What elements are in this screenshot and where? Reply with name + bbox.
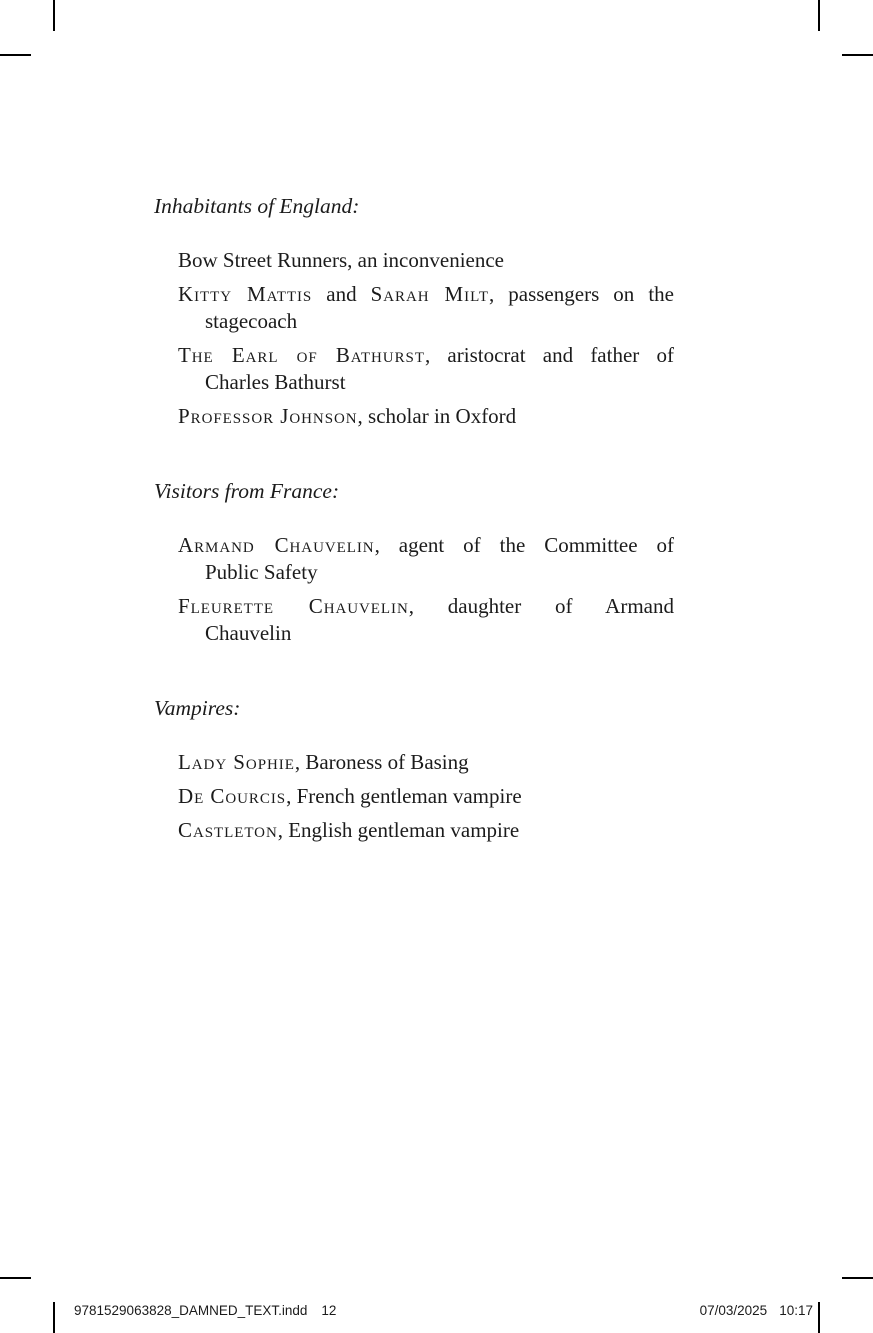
character-name: Armand Chauvelin: [178, 533, 375, 557]
entry-text: , Baroness of Basing: [294, 750, 469, 774]
crop-mark-bottom-left-horizontal: [0, 1277, 31, 1279]
character-name: Kitty Mattis: [178, 282, 313, 306]
entry-line: [154, 281, 674, 308]
character-entry: [154, 403, 674, 430]
entry-text: Public Safety: [205, 560, 318, 584]
footer-date: 07/03/2025: [699, 1303, 768, 1318]
proof-footer-right: [700, 1303, 813, 1319]
entry-line: [154, 559, 674, 586]
entry-text: , scholar in Oxford: [357, 404, 517, 428]
crop-mark-top-right-horizontal: [842, 54, 873, 56]
entry-text: Charles Bathurst: [205, 370, 346, 394]
character-name: The Earl of Bathurst: [178, 343, 425, 367]
entry-line: [154, 749, 674, 776]
entry-text: , English gentleman vampire: [277, 818, 520, 842]
entry-line: [154, 783, 674, 810]
character-entry: [154, 532, 674, 586]
entry-text: , passengers on the: [488, 282, 675, 306]
section-heading: Inhabitants of England:: [154, 194, 360, 218]
footer-page-number: 12: [321, 1303, 337, 1318]
character-name: Fleurette Chauvelin: [178, 594, 409, 618]
character-name: De Courcis: [178, 784, 287, 808]
entry-text: , agent of the Committee of: [374, 533, 674, 557]
entry-line: [154, 342, 674, 369]
entry-text: Bow Street Runners, an inconvenience: [178, 248, 504, 272]
section-entries: [154, 749, 674, 844]
entry-text: stagecoach: [205, 309, 298, 333]
crop-mark-top-left-horizontal: [0, 54, 31, 56]
entry-line: [154, 403, 674, 430]
entry-line: [154, 308, 674, 335]
section-inhabitants-of-england: [154, 193, 674, 430]
entry-line: [154, 817, 674, 844]
crop-mark-bottom-right-horizontal: [842, 1277, 873, 1279]
crop-mark-bottom-right-vertical: [818, 1302, 820, 1333]
section-vampires: [154, 695, 674, 844]
entry-line: [154, 593, 674, 620]
character-name: Professor Johnson: [178, 404, 358, 428]
character-name: Sarah Milt: [370, 282, 489, 306]
crop-mark-bottom-left-vertical: [53, 1302, 55, 1333]
entry-text: and: [312, 282, 371, 306]
character-entry: [154, 593, 674, 647]
character-entry: [154, 783, 674, 810]
entry-text: , aristocrat and father of: [424, 343, 674, 367]
character-entry: [154, 342, 674, 396]
entry-line: [154, 248, 504, 272]
entry-line: [154, 532, 674, 559]
crop-mark-top-left-vertical: [53, 0, 55, 31]
section-heading: Visitors from France:: [154, 479, 340, 503]
entry-text: Chauvelin: [205, 621, 292, 645]
section-visitors-from-france: [154, 478, 674, 647]
section-heading: Vampires:: [154, 696, 241, 720]
crop-mark-top-right-vertical: [818, 0, 820, 31]
entry-text: , daughter of Armand: [408, 594, 674, 618]
entry-line: [154, 620, 674, 647]
character-name: Castleton: [178, 818, 278, 842]
character-entry: [154, 817, 674, 844]
character-entry: [154, 281, 674, 335]
section-entries: [154, 532, 674, 647]
entry-line: [154, 369, 674, 396]
footer-time: 10:17: [779, 1303, 813, 1318]
footer-filename: 9781529063828_DAMNED_TEXT.indd: [74, 1303, 308, 1318]
entry-text: , French gentleman vampire: [286, 784, 522, 808]
proof-footer-left: [74, 1303, 336, 1319]
section-entries: [154, 247, 674, 430]
character-list: [154, 193, 674, 851]
character-name: Lady Sophie: [178, 750, 295, 774]
character-entry: [154, 247, 674, 274]
character-entry: [154, 749, 674, 776]
